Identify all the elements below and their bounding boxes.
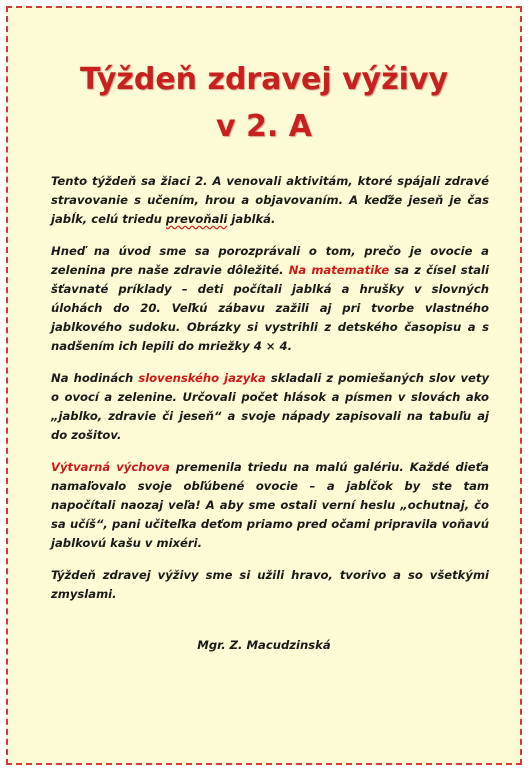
article-body [51,172,489,617]
spellcheck-word: prevoňali [165,212,228,226]
paragraph-text: Hneď na úvod sme sa porozprávali o tom, prečo je ovocie a zelenina pre naše zdravie dôležité. [51,244,489,277]
paragraph-intro [51,172,489,229]
paragraph-text: skladali z pomiešaných slov vety o ovocí a zelenine. Určovali počet hlások a písmen v slovách ako „jablko, zdravie či jeseň“ a svoje nápady zapisovali na tabuľu aj do zošitov. [51,371,490,442]
paragraph-art [51,458,489,553]
paragraph-text: premenila triedu na malú galériu. Každé dieťa namaľovalo svoje obľúbené ovocie – a jabĺčok by ste tam napočítali naozaj veľa! A aby sme ostali verní heslu „ochutnaj, čo sa učíš“, pani učiteľka deťom priamo pred očami pripravila voňavú jablkovú kašu v mixéri. [51,460,489,550]
document-page [6,6,522,765]
paragraph-math [51,242,489,356]
highlight-math: Na matematike [288,263,390,277]
paragraph-closing: Týždeň zdravej výživy sme si užili hravo, tvorivo a so všetkými zmyslami. [51,568,489,601]
highlight-language: slovenského jazyka [138,371,266,385]
paragraph-text: Tento týždeň sa žiaci 2. A venovali aktivitám, ktoré spájali zdravé stravovanie s učením, hrou a objavovaním. A keďže jeseň je čas jabĺk, celú triedu [51,174,489,226]
paragraph-text: sa z čísel stali šťavnaté príklady – deti počítali jablká a hrušky v slovných úlohách do 20. Veľkú zábavu zažili aj pri tvorbe vlastného jablkového sudoku. Obrázky si vystrihli z detského časopisu a s nadšením ich lepili do mriežky 4 × 4. [51,263,490,353]
author-signature: Mgr. Z. Macudzinská [197,638,331,652]
paragraph-language [51,369,489,445]
paragraph-text: Na hodinách [51,371,139,385]
highlight-art: Výtvarná výchova [51,460,170,474]
page-title: Týždeň zdravej výživy [79,62,449,97]
page-subtitle: v 2. A [216,109,312,144]
paragraph-text: jablká. [227,212,276,226]
